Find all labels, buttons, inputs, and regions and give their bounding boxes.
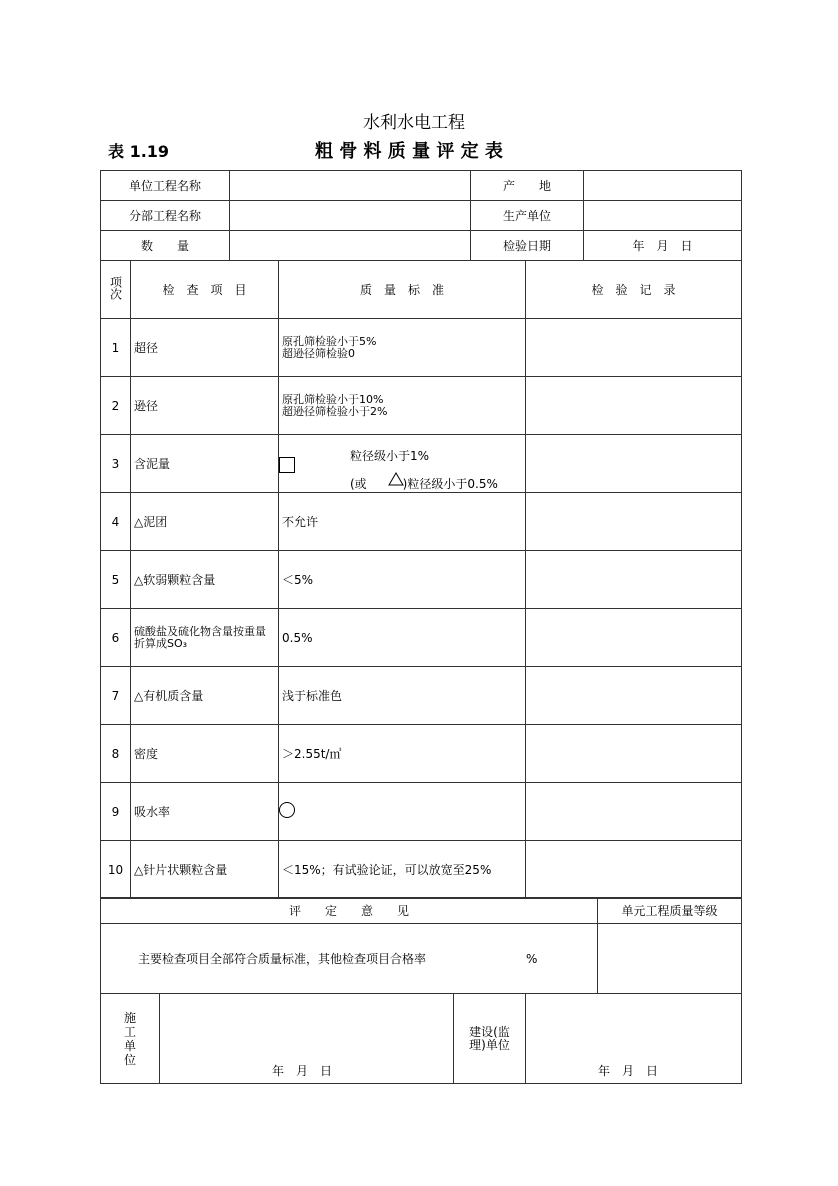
label-quantity: 数 量 <box>101 231 230 261</box>
table-row <box>101 551 742 609</box>
table-row <box>101 377 742 435</box>
row-record-field[interactable] <box>526 667 742 725</box>
standard-line: 超逊径筛检验0 <box>282 346 355 360</box>
page-title: 粗 骨 料 质 量 评 定 表 <box>315 141 503 162</box>
table-row <box>101 609 742 667</box>
standard-line: (或 )粒径级小于0.5% <box>350 476 498 491</box>
row-record-field[interactable] <box>526 841 742 899</box>
row-standard <box>279 783 526 841</box>
table-row <box>101 667 742 725</box>
standard-line: 原孔筛检验小于5% <box>282 334 377 348</box>
standard-line: 不允许 <box>282 515 319 529</box>
origin-field[interactable] <box>584 171 742 201</box>
row-standard <box>279 725 526 783</box>
table-number: 表 1.19 <box>108 142 170 161</box>
inspection-table <box>100 260 742 899</box>
supervision-sign-field[interactable]: 年 月 日 <box>526 994 742 1084</box>
producer-field[interactable] <box>584 201 742 231</box>
row-no: 10 <box>101 841 131 899</box>
unit-project-field[interactable] <box>230 171 471 201</box>
label-test-date: 检验日期 <box>471 231 584 261</box>
row-record-field[interactable] <box>526 319 742 377</box>
row-standard <box>279 493 526 551</box>
row-item: △针片状颗粒含量 <box>131 841 279 899</box>
row-item: 超径 <box>131 319 279 377</box>
row-standard <box>279 551 526 609</box>
row-no: 1 <box>101 319 131 377</box>
table-row <box>101 319 742 377</box>
grade-field[interactable] <box>598 924 742 994</box>
quantity-field[interactable] <box>230 231 471 261</box>
row-record-field[interactable] <box>526 783 742 841</box>
row-standard <box>279 377 526 435</box>
row-record-field[interactable] <box>526 435 742 493</box>
table-row <box>101 435 742 493</box>
sub-project-field[interactable] <box>230 201 471 231</box>
row-item: △泥团 <box>131 493 279 551</box>
row-no: 9 <box>101 783 131 841</box>
header-no: 项次 <box>101 261 131 319</box>
row-item: △有机质含量 <box>131 667 279 725</box>
table-row <box>101 783 742 841</box>
opinion-cell <box>101 924 598 994</box>
label-producer: 生产单位 <box>471 201 584 231</box>
percent-field[interactable]: % <box>526 952 538 966</box>
label-unit-project: 单位工程名称 <box>101 171 230 201</box>
signature-table <box>100 993 742 1084</box>
circle-icon <box>279 802 295 818</box>
standard-line: 0.5% <box>282 630 313 645</box>
row-standard <box>279 841 526 899</box>
grade-label: 单元工程质量等级 <box>598 898 742 924</box>
org-title: 水利水电工程 <box>363 113 465 133</box>
row-no: 3 <box>101 435 131 493</box>
standard-line: 粒径级小于1% <box>350 448 430 463</box>
row-item: 含泥量 <box>131 435 279 493</box>
label-sub-project: 分部工程名称 <box>101 201 230 231</box>
row-no: 6 <box>101 609 131 667</box>
row-standard <box>279 435 526 493</box>
row-item: △软弱颗粒含量 <box>131 551 279 609</box>
standard-line: ＜5% <box>282 573 314 587</box>
opinion-label: 评 定 意 见 <box>101 898 598 924</box>
standard-line: ＞2.55t/㎥ <box>282 747 342 761</box>
row-record-field[interactable] <box>526 551 742 609</box>
row-item: 逊径 <box>131 377 279 435</box>
row-item: 密度 <box>131 725 279 783</box>
label-origin: 产 地 <box>471 171 584 201</box>
row-no: 8 <box>101 725 131 783</box>
row-item: 硫酸盐及硫化物含量按重量折算成SO₃ <box>131 609 279 667</box>
row-record-field[interactable] <box>526 609 742 667</box>
row-no: 5 <box>101 551 131 609</box>
checkbox-square-icon <box>279 457 295 473</box>
test-date-field[interactable]: 年 月 日 <box>584 231 742 261</box>
table-row <box>101 725 742 783</box>
standard-line: 原孔筛检验小于10% <box>282 392 384 406</box>
standard-line: ＜15%；有试验论证，可以放宽至25% <box>282 863 492 877</box>
row-standard <box>279 667 526 725</box>
row-standard <box>279 609 526 667</box>
info-table <box>100 170 742 261</box>
header-record: 检 验 记 录 <box>526 261 742 319</box>
construction-sign-field[interactable]: 年 月 日 <box>160 994 454 1084</box>
row-no: 4 <box>101 493 131 551</box>
table-row <box>101 841 742 899</box>
row-no: 7 <box>101 667 131 725</box>
row-record-field[interactable] <box>526 377 742 435</box>
supervision-label: 建设(监理)单位 <box>454 994 526 1084</box>
standard-line: 浅于标准色 <box>282 689 343 703</box>
opinion-text: 主要检查项目全部符合质量标准，其他检查项目合格率 <box>138 952 427 966</box>
header-item: 检 查 项 目 <box>131 261 279 319</box>
standard-line: 超逊径筛检验小于2% <box>282 404 388 418</box>
row-record-field[interactable] <box>526 725 742 783</box>
table-row <box>101 493 742 551</box>
row-item: 吸水率 <box>131 783 279 841</box>
triangle-icon <box>388 472 404 486</box>
row-record-field[interactable] <box>526 493 742 551</box>
evaluation-table <box>100 897 742 994</box>
row-no: 2 <box>101 377 131 435</box>
construction-label: 施工单位 <box>101 994 160 1084</box>
header-standard: 质 量 标 准 <box>279 261 526 319</box>
row-standard <box>279 319 526 377</box>
